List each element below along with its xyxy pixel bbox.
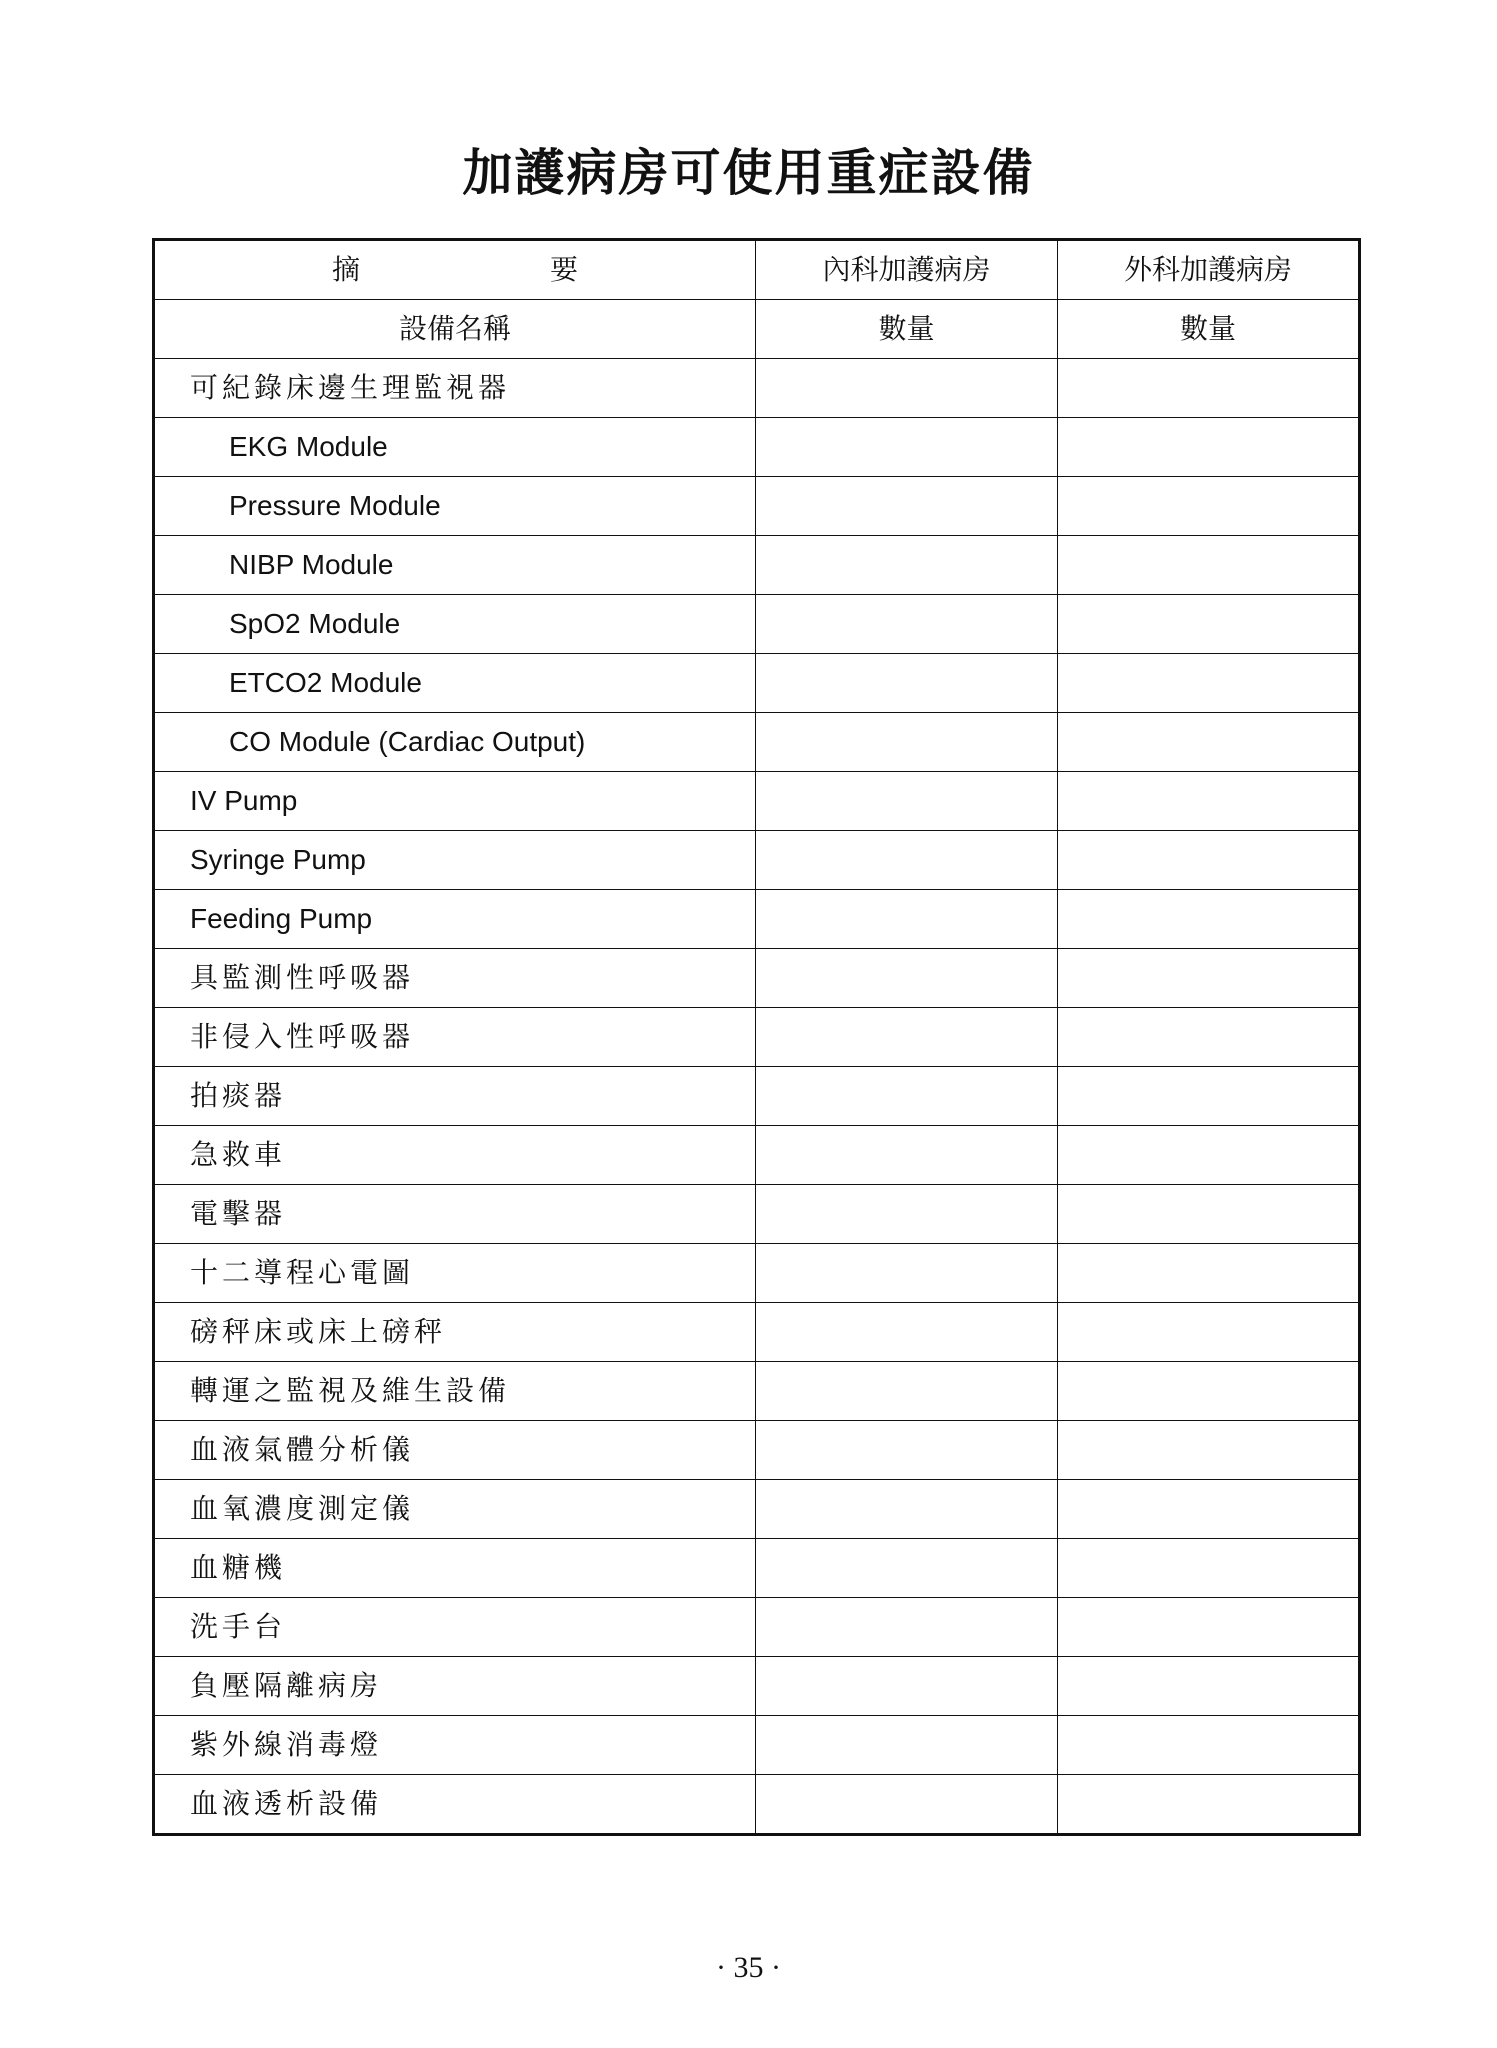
equipment-name-cell: 血糖機	[154, 1539, 756, 1598]
equipment-name-cell: 十二導程心電圖	[154, 1244, 756, 1303]
quantity-surgical-cell	[1058, 772, 1360, 831]
equipment-name-cell: 磅秤床或床上磅秤	[154, 1303, 756, 1362]
equipment-name-cell: 負壓隔離病房	[154, 1657, 756, 1716]
table-row	[154, 1244, 1360, 1303]
quantity-surgical-cell	[1058, 1480, 1360, 1539]
table-row	[154, 831, 1360, 890]
table-row	[154, 1067, 1360, 1126]
equipment-name-cell: EKG Module	[154, 418, 756, 477]
quantity-medical-header: 數量	[756, 300, 1058, 359]
quantity-medical-cell	[756, 359, 1058, 418]
quantity-surgical-cell	[1058, 477, 1360, 536]
quantity-surgical-cell	[1058, 1657, 1360, 1716]
table-row	[154, 772, 1360, 831]
table-row	[154, 595, 1360, 654]
quantity-medical-cell	[756, 949, 1058, 1008]
quantity-surgical-cell	[1058, 890, 1360, 949]
equipment-table	[152, 238, 1361, 1836]
quantity-medical-cell	[756, 1244, 1058, 1303]
table-row	[154, 1362, 1360, 1421]
equipment-name-cell: 血液透析設備	[154, 1775, 756, 1835]
quantity-surgical-cell	[1058, 1067, 1360, 1126]
quantity-surgical-cell	[1058, 654, 1360, 713]
table-row	[154, 1539, 1360, 1598]
equipment-name-cell: ETCO2 Module	[154, 654, 756, 713]
quantity-medical-cell	[756, 1067, 1058, 1126]
quantity-surgical-cell	[1058, 359, 1360, 418]
equipment-name-cell: SpO2 Module	[154, 595, 756, 654]
quantity-surgical-cell	[1058, 1598, 1360, 1657]
table-row	[154, 536, 1360, 595]
quantity-surgical-cell	[1058, 1126, 1360, 1185]
quantity-medical-cell	[756, 713, 1058, 772]
quantity-surgical-cell	[1058, 1362, 1360, 1421]
equipment-name-cell: 拍痰器	[154, 1067, 756, 1126]
medical-icu-header: 內科加護病房	[756, 240, 1058, 300]
table-row	[154, 1126, 1360, 1185]
table-row	[154, 1480, 1360, 1539]
equipment-name-header: 設備名稱	[154, 300, 756, 359]
quantity-surgical-cell	[1058, 949, 1360, 1008]
quantity-surgical-header: 數量	[1058, 300, 1360, 359]
quantity-surgical-cell	[1058, 713, 1360, 772]
equipment-name-cell: Syringe Pump	[154, 831, 756, 890]
page-number: · 35 ·	[716, 1951, 781, 1984]
equipment-name-cell: Feeding Pump	[154, 890, 756, 949]
quantity-medical-cell	[756, 1539, 1058, 1598]
table-row	[154, 1657, 1360, 1716]
surgical-icu-header: 外科加護病房	[1058, 240, 1360, 300]
summary-header	[154, 240, 756, 300]
quantity-surgical-cell	[1058, 418, 1360, 477]
table-row	[154, 890, 1360, 949]
quantity-medical-cell	[756, 1421, 1058, 1480]
equipment-name-cell: 電擊器	[154, 1185, 756, 1244]
quantity-surgical-cell	[1058, 831, 1360, 890]
quantity-surgical-cell	[1058, 1716, 1360, 1775]
table-row	[154, 949, 1360, 1008]
equipment-name-cell: IV Pump	[154, 772, 756, 831]
quantity-surgical-cell	[1058, 1421, 1360, 1480]
quantity-surgical-cell	[1058, 1008, 1360, 1067]
quantity-medical-cell	[756, 477, 1058, 536]
quantity-medical-cell	[756, 1598, 1058, 1657]
quantity-surgical-cell	[1058, 1244, 1360, 1303]
quantity-medical-cell	[756, 772, 1058, 831]
table-row	[154, 1421, 1360, 1480]
equipment-name-cell: CO Module (Cardiac Output)	[154, 713, 756, 772]
equipment-name-cell: 轉運之監視及維生設備	[154, 1362, 756, 1421]
equipment-name-cell: 非侵入性呼吸器	[154, 1008, 756, 1067]
quantity-medical-cell	[756, 595, 1058, 654]
quantity-medical-cell	[756, 1657, 1058, 1716]
table-row	[154, 1598, 1360, 1657]
equipment-name-cell: 血液氣體分析儀	[154, 1421, 756, 1480]
quantity-medical-cell	[756, 1480, 1058, 1539]
table-row	[154, 1303, 1360, 1362]
table-row	[154, 1716, 1360, 1775]
quantity-medical-cell	[756, 1008, 1058, 1067]
quantity-medical-cell	[756, 1126, 1058, 1185]
quantity-medical-cell	[756, 1716, 1058, 1775]
equipment-name-cell: 可紀錄床邊生理監視器	[154, 359, 756, 418]
table-header-row-summary	[154, 240, 1360, 300]
table-header-row-columns	[154, 300, 1360, 359]
quantity-surgical-cell	[1058, 1185, 1360, 1244]
equipment-name-cell: NIBP Module	[154, 536, 756, 595]
quantity-surgical-cell	[1058, 1303, 1360, 1362]
quantity-medical-cell	[756, 1362, 1058, 1421]
quantity-medical-cell	[756, 831, 1058, 890]
equipment-name-cell: 洗手台	[154, 1598, 756, 1657]
equipment-name-cell: 急救車	[154, 1126, 756, 1185]
table-row	[154, 1008, 1360, 1067]
quantity-surgical-cell	[1058, 536, 1360, 595]
table-row	[154, 713, 1360, 772]
quantity-medical-cell	[756, 1775, 1058, 1835]
table-row	[154, 1775, 1360, 1835]
table-row	[154, 1185, 1360, 1244]
page-title: 加護病房可使用重症設備	[462, 144, 1035, 202]
summary-label-right: 要	[550, 253, 579, 286]
table-row	[154, 477, 1360, 536]
summary-label-left: 摘	[331, 253, 360, 286]
quantity-surgical-cell	[1058, 595, 1360, 654]
quantity-medical-cell	[756, 1185, 1058, 1244]
quantity-surgical-cell	[1058, 1775, 1360, 1835]
equipment-name-cell: Pressure Module	[154, 477, 756, 536]
table-row	[154, 654, 1360, 713]
equipment-name-cell: 具監測性呼吸器	[154, 949, 756, 1008]
quantity-medical-cell	[756, 890, 1058, 949]
quantity-medical-cell	[756, 654, 1058, 713]
equipment-name-cell: 血氧濃度測定儀	[154, 1480, 756, 1539]
quantity-medical-cell	[756, 536, 1058, 595]
table-row	[154, 359, 1360, 418]
quantity-medical-cell	[756, 418, 1058, 477]
equipment-table-body	[154, 359, 1360, 1835]
table-row	[154, 418, 1360, 477]
quantity-surgical-cell	[1058, 1539, 1360, 1598]
equipment-name-cell: 紫外線消毒燈	[154, 1716, 756, 1775]
quantity-medical-cell	[756, 1303, 1058, 1362]
